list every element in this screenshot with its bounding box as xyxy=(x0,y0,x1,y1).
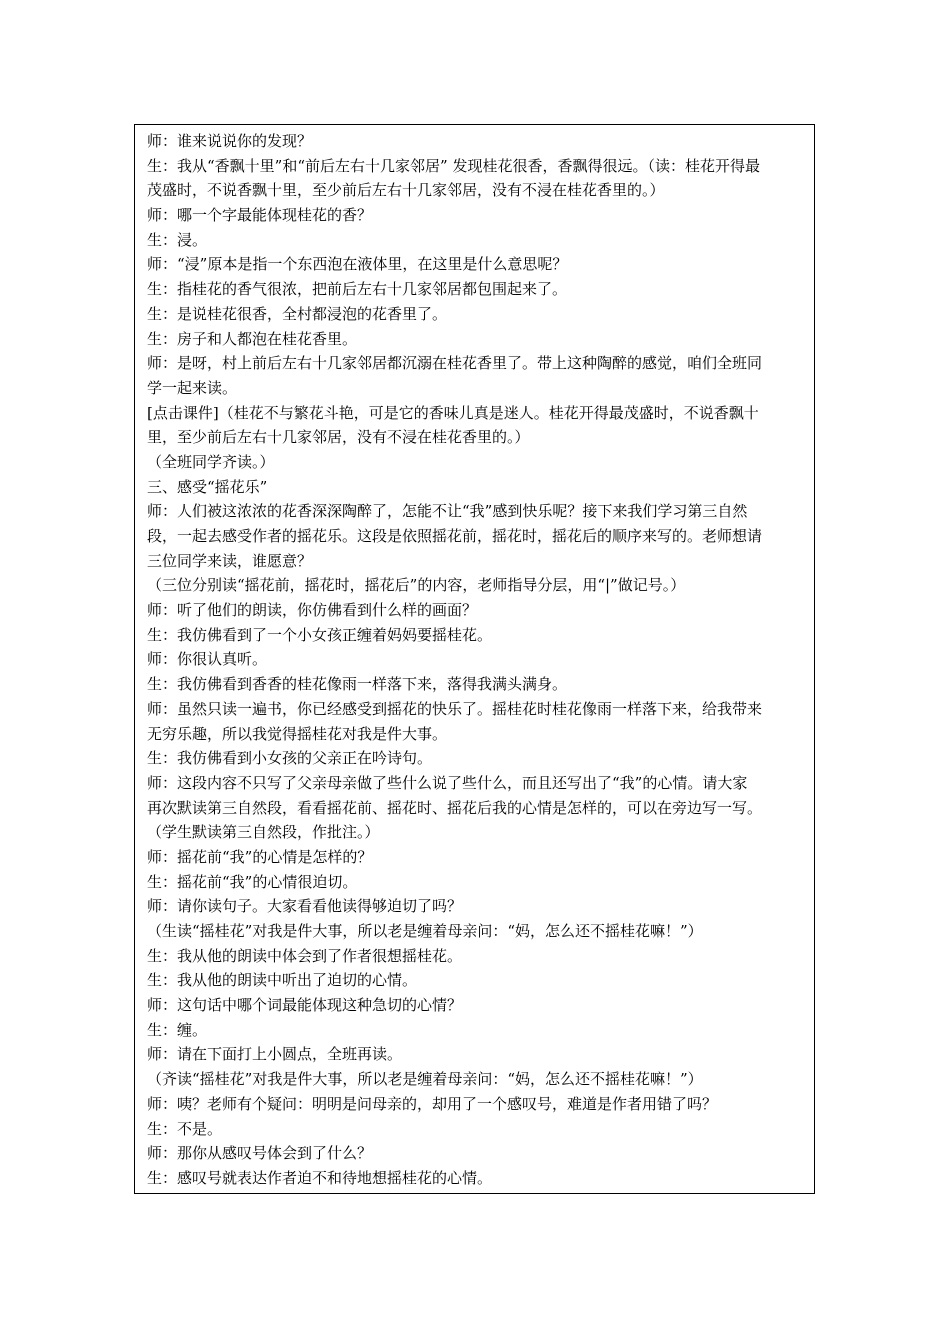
text-line: [点击课件]（桂花不与繁花斗艳，可是它的香味儿真是迷人。桂花开得最茂盛时，不说香飘十 xyxy=(147,403,759,422)
text-line: 段，一起去感受作者的摇花乐。这段是依照摇花前，摇花时，摇花后的顺序来写的。老师想请 xyxy=(147,527,763,545)
text-line: 师：咦？老师有个疑问：明明是问母亲的，却用了一个感叹号，难道是作者用错了吗？ xyxy=(147,1094,718,1113)
text-line: 师：听了他们的朗读，你仿佛看到什么样的画面？ xyxy=(147,601,478,620)
text-line: （三位分别读“摇花前，摇花时，摇花后”的内容，老师指导分层，用“|”做记号。） xyxy=(147,576,686,595)
text-line: 三位同学来读，谁愿意？ xyxy=(147,551,313,570)
text-line: 师：这句话中哪个词最能体现这种急切的心情？ xyxy=(147,996,463,1015)
text-line: 师：是呀，村上前后左右十几家邻居都沉溺在桂花香里了。带上这种陶醉的感觉，咱们全班同 xyxy=(147,354,763,373)
text-line: 师：请你读句子。大家看看他读得够迫切了吗？ xyxy=(147,897,463,916)
text-line: 生：摇花前“我”的心情很迫切。 xyxy=(147,872,358,891)
text-line: 师：那你从感叹号体会到了什么？ xyxy=(147,1144,373,1163)
text-line: 师：人们被这浓浓的花香深深陶醉了，怎能不让“我”感到快乐呢？接下来我们学习第三自然 xyxy=(147,502,748,521)
text-line: 生：我仿佛看到小女孩的父亲正在吟诗句。 xyxy=(147,749,433,768)
text-line: 师：“浸”原本是指一个东西泡在液体里，在这里是什么意思呢？ xyxy=(147,255,568,274)
text-line: 无穷乐趣，所以我觉得摇桂花对我是件大事。 xyxy=(147,724,448,743)
text-line: 生：我仿佛看到了一个小女孩正缠着妈妈要摇桂花。 xyxy=(147,625,493,644)
text-line: （学生默读第三自然段，作批注。） xyxy=(147,823,380,842)
lesson-transcript-box xyxy=(134,124,815,1194)
text-line: 生：是说桂花很香，全村都浸泡的花香里了。 xyxy=(147,304,448,323)
text-line: 学一起来读。 xyxy=(147,378,238,397)
text-line: 生：我从他的朗读中体会到了作者很想摇桂花。 xyxy=(147,946,463,965)
text-line: 生：我从他的朗读中听出了迫切的心情。 xyxy=(147,971,418,990)
text-line: 师：这段内容不只写了父亲母亲做了些什么说了些什么，而且还写出了“我”的心情。请大家 xyxy=(147,773,748,792)
text-line: 师：虽然只读一遍书，你已经感受到摇花的快乐了。摇桂花时桂花像雨一样落下来，给我带来 xyxy=(147,699,763,718)
text-line: 里，至少前后左右十几家邻居，没有不浸在桂花香里的。） xyxy=(147,428,530,447)
text-line: 生：房子和人都泡在桂花香里。 xyxy=(147,329,358,348)
text-line: 师：哪一个字最能体现桂花的香？ xyxy=(147,206,373,225)
text-line: （齐读“摇桂花”对我是件大事，所以老是缠着母亲问：“妈，怎么还不摇桂花嘛！”） xyxy=(147,1070,703,1089)
text-line: 生：感叹号就表达作者迫不和待地想摇桂花的心情。 xyxy=(147,1168,493,1187)
text-line: 师：请在下面打上小圆点，全班再读。 xyxy=(147,1045,403,1064)
text-line: 师：谁来说说你的发现？ xyxy=(147,132,313,150)
text-line: 师：摇花前“我”的心情是怎样的？ xyxy=(147,847,373,866)
text-line: 茂盛时，不说香飘十里，至少前后左右十几家邻居，没有不浸在桂花香里的。） xyxy=(147,181,665,200)
text-line: 生：我从“香飘十里”和“前后左右十几家邻居” 发现桂花很香，香飘得很远。（读：桂花开得最 xyxy=(147,156,760,175)
text-line: 师：你很认真听。 xyxy=(147,650,268,669)
text-line: 再次默读第三自然段，看看摇花前、摇花时、摇花后我的心情是怎样的，可以在旁边写一写。 xyxy=(147,798,763,817)
text-line: （全班同学齐读。） xyxy=(147,452,275,471)
section-heading: 三、感受“摇花乐” xyxy=(147,477,268,496)
text-line: 生：不是。 xyxy=(147,1119,223,1138)
text-line: 生：指桂花的香气很浓，把前后左右十几家邻居都包围起来了。 xyxy=(147,280,568,299)
text-line: （生读“摇桂花”对我是件大事，所以老是缠着母亲问：“妈，怎么还不摇桂花嘛！”） xyxy=(147,922,703,940)
text-line: 生：我仿佛看到香香的桂花像雨一样落下来，落得我满头满身。 xyxy=(147,675,568,694)
text-line: 生：缠。 xyxy=(147,1020,208,1039)
text-line: 生：浸。 xyxy=(147,230,208,249)
